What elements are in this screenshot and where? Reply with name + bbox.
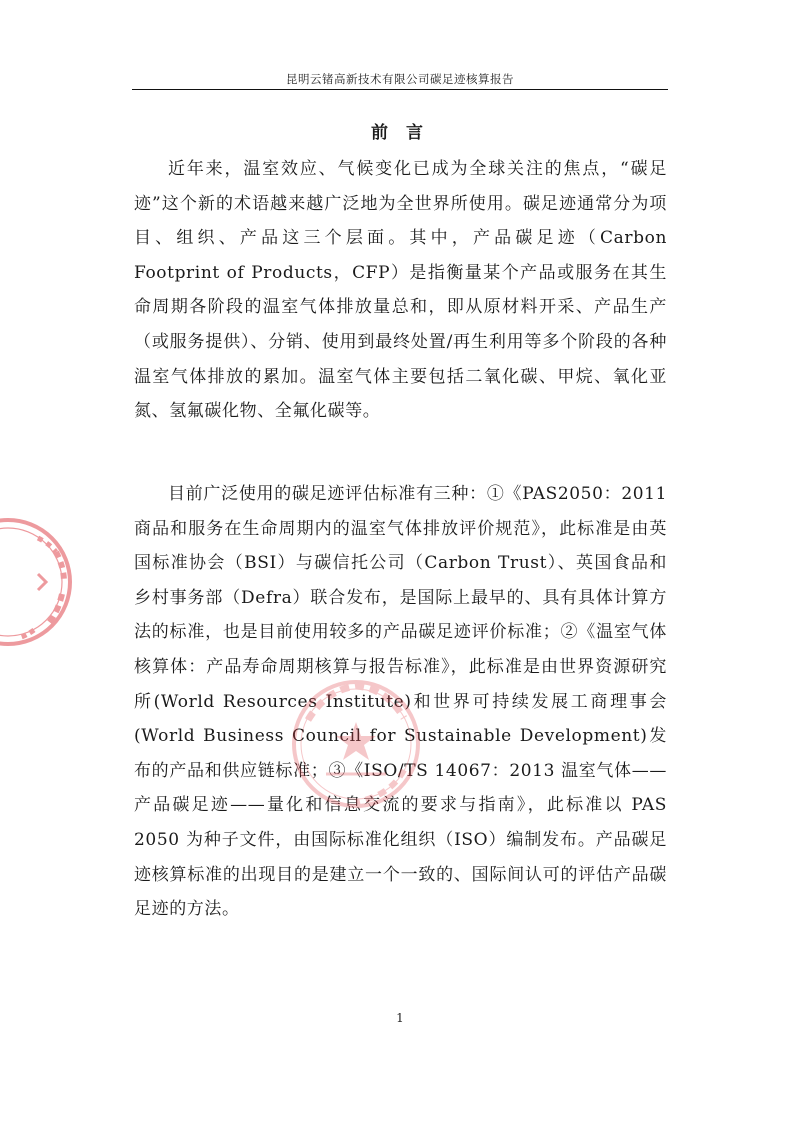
company-seal-icon <box>0 512 78 652</box>
page-number: 1 <box>396 1011 404 1025</box>
header-rule <box>132 89 668 90</box>
page-title: 前 言 <box>371 123 429 143</box>
paragraph-2: 目前广泛使用的碳足迹评估标准有三种：①《PAS2050：2011 商品和服务在生命周期内的温室气体排放评价规范》，此标准是由英国标准协会（BSI）与碳信托公司（Carbon Trust）、英国食品和乡村事务部（Defra）联合发布，是国际上最早的、具有具体计算方法的标准，也是目前使用较多的产品碳足迹评价标准；②《温室气体核算体：产品寿命周期核算与报告标准》，此标准是由世界资源研究所(World Resources Institute)和世界可持续发展工商理事会(World Business Council for Sustainable Development)发布的产品和供应链标准；③《ISO/TS 14067：2013 温室气体——产品碳足迹——量化和信息交流的要求与指南》，此标准以 PAS 2050 为种子文件，由国际标准化组织（ISO）编制发布。产品碳足迹核算标准的出现目的是建立一个一致的、国际间认可的评估产品碳足迹的方法。 <box>134 484 667 920</box>
running-header: 昆明云锗高新技术有限公司碳足迹核算报告 <box>286 72 514 86</box>
paragraph-1: 近年来，温室效应、气候变化已成为全球关注的焦点，“碳足迹”这个新的术语越来越广泛地为全世界所使用。碳足迹通常分为项目、组织、产品这三个层面。其中，产品碳足迹（Carbon Footprint of Products，CFP）是指衡量某个产品或服务在其生命周期各阶段的温室气体排放量总和，即从原材料开采、产品生产（或服务提供）、分销、使用到最终处置/再生利用等多个阶段的各种温室气体排放的累加。温室气体主要包括二氧化碳、甲烷、氧化亚氮、氢氟碳化物、全氟化碳等。 <box>134 159 667 422</box>
